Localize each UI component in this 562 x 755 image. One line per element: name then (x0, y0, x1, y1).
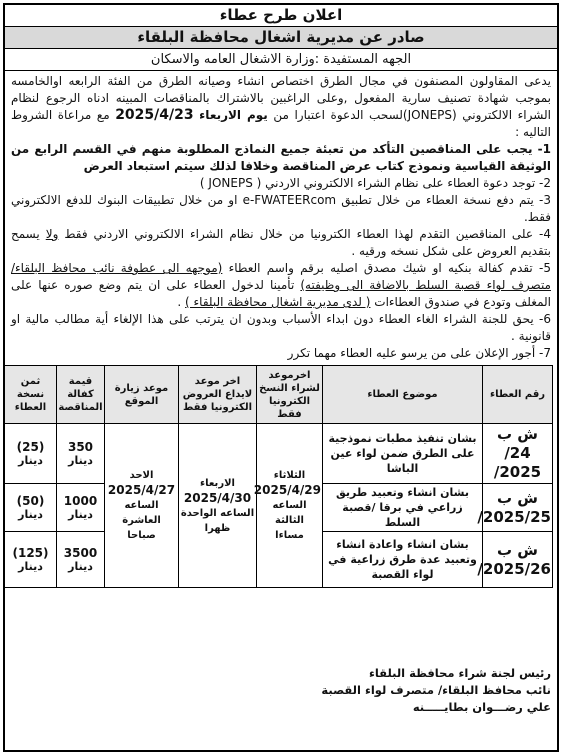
bond-value: 1000 دينار (57, 484, 105, 532)
tender-subject: بشان انشاء وتعبيد طريق زراعي في برقا /قصبة السلط (323, 484, 483, 532)
condition-5 (11, 260, 551, 311)
condition-4 (11, 226, 551, 260)
condition-6: 6- يحق للجنة الشراء الغاء العطاء دون ابداء الأسباب وبدون ان يترتب على هذا الإلغاء أية مطالب مالية او قانونية . (11, 312, 551, 343)
tender-subject: بشان تنفيذ مطبات نموذجية على الطرق ضمن لواء عين الباشا (323, 424, 483, 484)
site-visit-date: الاحد 2025/4/27 الساعه العاشرة صباحا (105, 424, 179, 588)
header-purchase-deadline: اخرموعد لشراء النسخ الكترونيا فقط (257, 366, 323, 424)
issuer-line: صادر عن مديرية اشغال محافظة البلقاء (5, 27, 557, 49)
tender-subject: بشان انشاء واعادة انشاء وتعبيد عدة طرق زراعية في لواء القصبة (323, 532, 483, 588)
copy-price: (25) دينار (5, 424, 57, 484)
intro-text: يدعى المقاولون المصنفون في مجال الطرق اختصاص انشاء وصيانه الطرق من الفئة الرابعه اوالخامسه بموجب شهادة تصنيف سارية المفعول ,وعلى الراغبين بالاشتراك بالمناقصات المبينه ادناه الرجوع لنظام الشراء الالكتروني (JONEPS)لسحب الدعوة اعتبارا من (11, 74, 551, 122)
condition-4-end: يسمح بتقديم العروض على شكل نسخه ورقيه . (11, 227, 551, 258)
purchase-deadline: الثلاثاء 2025/4/29 الساعه الثالثة مساءا (257, 424, 323, 588)
tender-number: ش ب 2025/25/ (483, 484, 553, 532)
table-row (5, 424, 553, 484)
condition-3: 3- يتم دفع نسخة العطاء من خلال تطبيق e-FWATEERcom او من خلال تطبيقات البنوك للدفع الالكتروني فقط. (11, 193, 551, 224)
signature-committee: رئيس لجنة شراء محافظة البلقاء (368, 666, 551, 680)
header-copy-price: ثمن نسخة العطاء (5, 366, 57, 424)
header-tender-number: رقم العطاء (483, 366, 553, 424)
copy-price: (125) دينار (5, 532, 57, 588)
intro-date: 2025/4/23 (115, 107, 194, 123)
table-header-row (5, 366, 553, 424)
condition-5-text: 5- تقدم كفالة بنكيه او شيك مصدق اصليه برقم واسم العطاء (228, 261, 551, 275)
header-site-visit: موعد زيارة الموقع (105, 366, 179, 424)
bond-value: 3500 دينار (57, 532, 105, 588)
condition-5-end: . (177, 295, 182, 309)
header-bond-value: قيمة كفالة المناقصة (57, 366, 105, 424)
condition-5-middle: تأمينا لدخول العطاء على ان يتم وضع صوره عنها على المغلف وتودع في صندوق العطاءات (11, 278, 551, 309)
header-tender-subject: موضوع العطاء (323, 366, 483, 424)
bond-value: 350 دينار (57, 424, 105, 484)
signature-block (5, 665, 557, 716)
signature-title: نائب محافظ البلقاء/ متصرف لواء القصبة (321, 683, 551, 697)
condition-5-box: ( لدى مديرية اشغال محافظة البلقاء ) (185, 295, 371, 309)
tender-number: ش ب 2025/26/ (483, 532, 553, 588)
condition-1: 1- يجب على المناقصين التأكد من تعبئة جميع النماذج المطلوبة منهم في القسم الرابع من الوثيقة القياسية ونموذج كتاب عرض المناقصة وخلافا لذلك سيتم استبعاد العرض (11, 142, 551, 173)
signature-name: علي رضـــوان بطايـــــنه (412, 700, 551, 714)
conditions-intro: مع مراعاة الشروط التاليه : (11, 108, 551, 139)
header-deposit-deadline: اخر موعد لايداع العروض الكترونيا فقط (179, 366, 257, 424)
beneficiary-line: الجهه المستفيدة :وزارة الاشغال العامه والاسكان (5, 49, 557, 71)
condition-4-text: 4- على المناقصين التقدم لهذا العطاء الكترونيا من خلال نظام الشراء الالكتروني الاردني فقط (64, 227, 551, 241)
condition-2: 2- توجد دعوة العطاء على نظام الشراء الالكتروني الاردني ( JONEPS ) (199, 176, 551, 190)
tender-announcement (3, 3, 559, 752)
condition-5-addressee: (موجهه الى عطوفة نائب محافظ البلقاء/متصرف لواء قصبة السلط بالاضافة الى وظيفته) (11, 261, 551, 292)
condition-4-underlined: ولا (45, 227, 59, 241)
intro-paragraph (11, 73, 551, 141)
copy-price: (50) دينار (5, 484, 57, 532)
announcement-title: اعلان طرح عطاء (5, 5, 557, 27)
intro-day: يوم الاربعاء (199, 108, 268, 122)
condition-7: 7- أجور الإعلان على من يرسو عليه العطاء مهما تكرر (287, 346, 551, 360)
tender-number: ش ب 24/ 2025/ (483, 424, 553, 484)
announcement-body (5, 71, 557, 362)
deposit-deadline: الاربعاء 2025/4/30 الساعه الواحدة ظهرا (179, 424, 257, 588)
tenders-table (4, 365, 553, 588)
